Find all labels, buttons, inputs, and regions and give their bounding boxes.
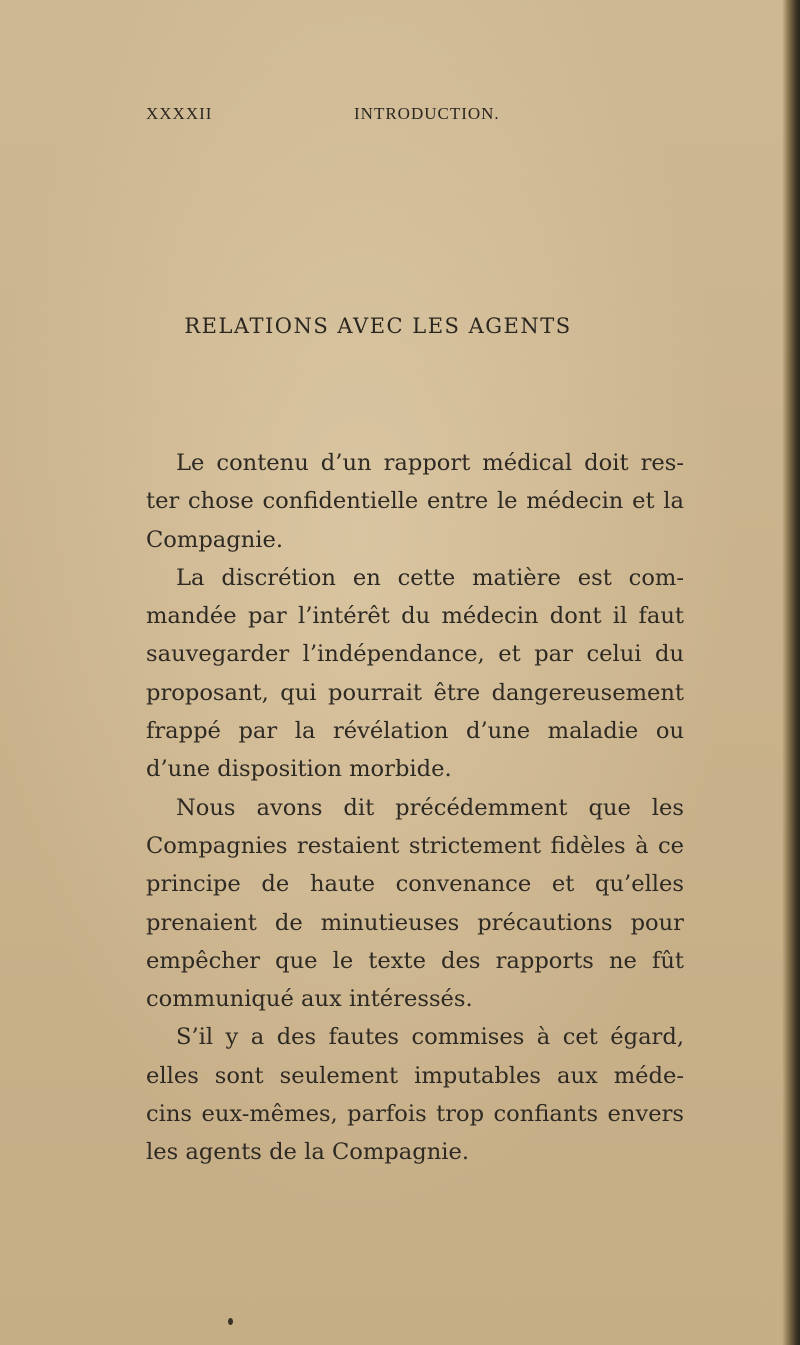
page-number: XXXXII [146,104,213,123]
paragraph: S’il y a des fautes commises à cet égard, elles sont seulement imputables aux méde-cins eux-mêmes, parfois trop confiants envers les agents de la Compagnie. [146,1024,684,1166]
running-title: INTRODUCTION. [354,104,500,123]
ink-speck [228,1318,233,1325]
paragraph: La discrétion en cette matière est com-mandée par l’intérêt du médecin dont il faut sauvegarder l’indépendance, et par celui du proposant, qui pourrait être dangereusement frappé par la révélation d’une maladie ou d’une disposition morbide. [146,564,684,783]
page-gutter-edge [782,0,800,1345]
body-text [146,444,684,1172]
section-title: RELATIONS AVEC LES AGENTS [184,314,572,338]
paragraph: Nous avons dit précédemment que les Compagnies restaient strictement fidèles à ce principe de haute convenance et qu’elles prenaient de minutieuses précautions pour empêcher que le texte des rapports ne fût communiqué aux intéressés. [146,794,684,1013]
paragraph: Le contenu d’un rapport médical doit res-ter chose confidentielle entre le médecin et la Compagnie. [146,450,684,553]
running-header [146,104,706,130]
